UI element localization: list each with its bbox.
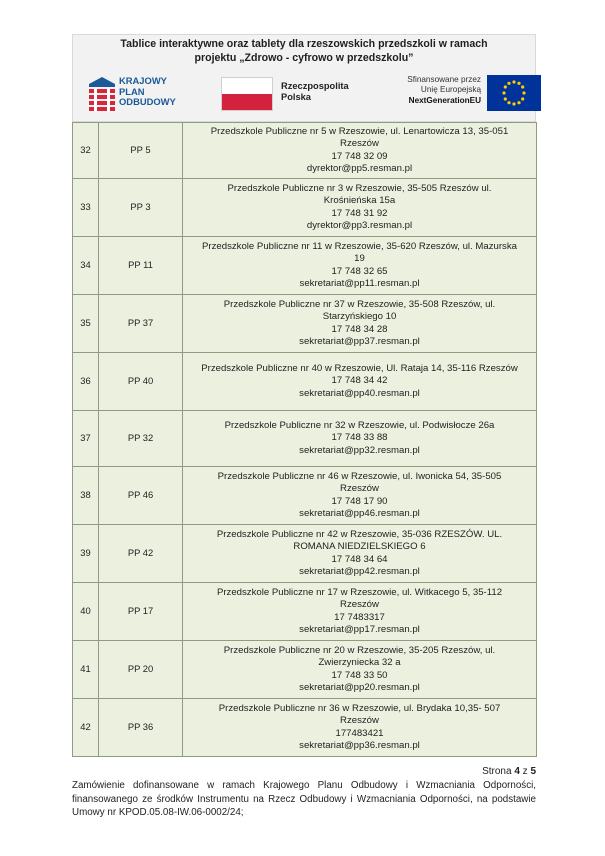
kindergarten-address [183, 641, 537, 699]
address-line: 17 748 31 92 [331, 207, 388, 219]
kindergarten-code: PP 46 [99, 467, 183, 525]
address-line: sekretariat@pp36.resman.pl [299, 739, 420, 751]
kindergarten-code: PP 3 [99, 179, 183, 237]
address-line: Rzeszów [340, 715, 379, 727]
kindergarten-code: PP 20 [99, 641, 183, 699]
address-line: sekretariat@pp37.resman.pl [299, 335, 420, 347]
table-row [73, 295, 537, 353]
address-line: sekretariat@pp11.resman.pl [299, 277, 420, 289]
kindergarten-address [183, 467, 537, 525]
address-line: dyrektor@pp5.resman.pl [306, 162, 413, 174]
table-row [73, 353, 537, 411]
table-row [73, 467, 537, 525]
row-number: 38 [73, 467, 99, 525]
address-line: Przedszkole Publiczne nr 32 w Rzeszowie, ul. Podwisłocze 26a [224, 419, 495, 431]
address-line: sekretariat@pp42.resman.pl [299, 565, 420, 577]
kindergarten-table [72, 122, 537, 757]
address-line: Przedszkole Publiczne nr 46 w Rzeszowie, ul. Iwonicka 54, 35-505 [217, 470, 502, 482]
row-number: 37 [73, 411, 99, 467]
address-line: 177483421 [335, 727, 384, 739]
address-line: Przedszkole Publiczne nr 42 w Rzeszowie, 35-036 RZESZÓW. UL. [216, 528, 503, 540]
row-number: 35 [73, 295, 99, 353]
address-line: Rzeszów [340, 599, 379, 611]
row-number: 40 [73, 583, 99, 641]
poland-flag-icon [221, 77, 273, 111]
eu-flag-icon [487, 75, 541, 111]
kindergarten-code: PP 5 [99, 123, 183, 179]
kindergarten-code: PP 40 [99, 353, 183, 411]
address-line: dyrektor@pp3.resman.pl [306, 219, 413, 231]
title-line-1: Tablice interaktywne oraz tablety dla rzeszowskich przedszkoli w ramach [120, 38, 488, 50]
address-line: Przedszkole Publiczne nr 11 w Rzeszowie, 35-620 Rzeszów, ul. Mazurska [202, 240, 517, 252]
address-line: Starzyńskiego 10 [322, 311, 397, 323]
address-line: sekretariat@pp40.resman.pl [299, 387, 420, 399]
row-number: 42 [73, 699, 99, 757]
row-number: 36 [73, 353, 99, 411]
kindergarten-code: PP 36 [99, 699, 183, 757]
address-line: Przedszkole Publiczne nr 36 w Rzeszowie, ul. Brydaka 10,35- 507 [218, 702, 501, 714]
eu-logo-text: Sfinansowane przez Unię Europejską NextGenerationEU [407, 75, 481, 105]
kindergarten-address [183, 123, 537, 179]
document-title [73, 35, 535, 65]
address-line: 17 748 33 88 [331, 432, 388, 444]
address-line: Przedszkole Publiczne nr 3 w Rzeszowie, 35-505 Rzeszów ul. [227, 182, 492, 194]
title-line-2: projektu „Zdrowo - cyfrowo w przedszkolu” [194, 52, 414, 64]
funding-logos [73, 69, 535, 121]
address-line: 17 748 17 90 [331, 495, 388, 507]
kindergarten-code: PP 42 [99, 525, 183, 583]
address-line: 17 748 32 65 [331, 265, 388, 277]
address-line: Przedszkole Publiczne nr 5 w Rzeszowie, ul. Lenartowicza 13, 35-051 [210, 125, 509, 137]
address-line: Rzeszów [340, 138, 379, 150]
table-row [73, 411, 537, 467]
address-line: sekretariat@pp17.resman.pl [299, 623, 420, 635]
address-line: 19 [354, 253, 365, 265]
table-row [73, 237, 537, 295]
address-line: Zwierzyniecka 32 a [318, 657, 401, 669]
kindergarten-address [183, 353, 537, 411]
kindergarten-address [183, 525, 537, 583]
table-row [73, 525, 537, 583]
address-line: 17 748 34 28 [331, 323, 388, 335]
table-row [73, 179, 537, 237]
address-line: 17 748 34 64 [331, 553, 388, 565]
kpo-building-icon [89, 77, 115, 111]
kindergarten-address [183, 699, 537, 757]
kindergarten-address [183, 411, 537, 467]
row-number: 41 [73, 641, 99, 699]
kindergarten-code: PP 17 [99, 583, 183, 641]
kindergarten-code: PP 11 [99, 237, 183, 295]
address-line: sekretariat@pp20.resman.pl [299, 681, 420, 693]
address-line: Przedszkole Publiczne nr 40 w Rzeszowie, Ul. Rataja 14, 35-116 Rzeszów [201, 362, 518, 374]
row-number: 32 [73, 123, 99, 179]
address-line: 17 748 32 09 [331, 150, 388, 162]
address-line: Przedszkole Publiczne nr 17 w Rzeszowie, ul. Witkacego 5, 35-112 [216, 586, 503, 598]
kindergarten-address [183, 237, 537, 295]
address-line: Krośnieńska 15a [323, 195, 396, 207]
kindergarten-address [183, 179, 537, 237]
address-line: Rzeszów [340, 483, 379, 495]
kindergarten-code: PP 37 [99, 295, 183, 353]
document-header [72, 34, 536, 122]
rp-logo-text: Rzeczpospolita Polska [281, 81, 349, 102]
page-footer [72, 765, 536, 820]
address-line: ROMANA NIEDZIELSKIEGO 6 [293, 541, 426, 553]
row-number: 34 [73, 237, 99, 295]
kpo-logo-text: KRAJOWY PLAN ODBUDOWY [119, 75, 176, 107]
row-number: 39 [73, 525, 99, 583]
address-line: Przedszkole Publiczne nr 20 w Rzeszowie, 35-205 Rzeszów, ul. [223, 644, 496, 656]
address-line: sekretariat@pp46.resman.pl [299, 507, 420, 519]
funding-note: Zamówienie dofinansowane w ramach Krajowego Planu Odbudowy i Wzmacniania Odporności, finansowanego ze środków Instrumentu na Rzecz Odbudowy i Wzmacniania Odporności, na podstawie Umowy nr KPOD.05.08-IW.06-0002/24; [72, 779, 536, 819]
address-line: 17 7483317 [334, 611, 385, 623]
table-row [73, 123, 537, 179]
address-line: Przedszkole Publiczne nr 37 w Rzeszowie, 35-508 Rzeszów, ul. [223, 298, 496, 310]
page-number: Strona 4 z 5 [482, 766, 536, 777]
kindergarten-address [183, 295, 537, 353]
kindergarten-code: PP 32 [99, 411, 183, 467]
address-line: 17 748 34 42 [331, 375, 388, 387]
kindergarten-address [183, 583, 537, 641]
row-number: 33 [73, 179, 99, 237]
table-row [73, 699, 537, 757]
address-line: 17 748 33 50 [331, 669, 388, 681]
table-row [73, 583, 537, 641]
table-row [73, 641, 537, 699]
address-line: sekretariat@pp32.resman.pl [299, 444, 420, 456]
